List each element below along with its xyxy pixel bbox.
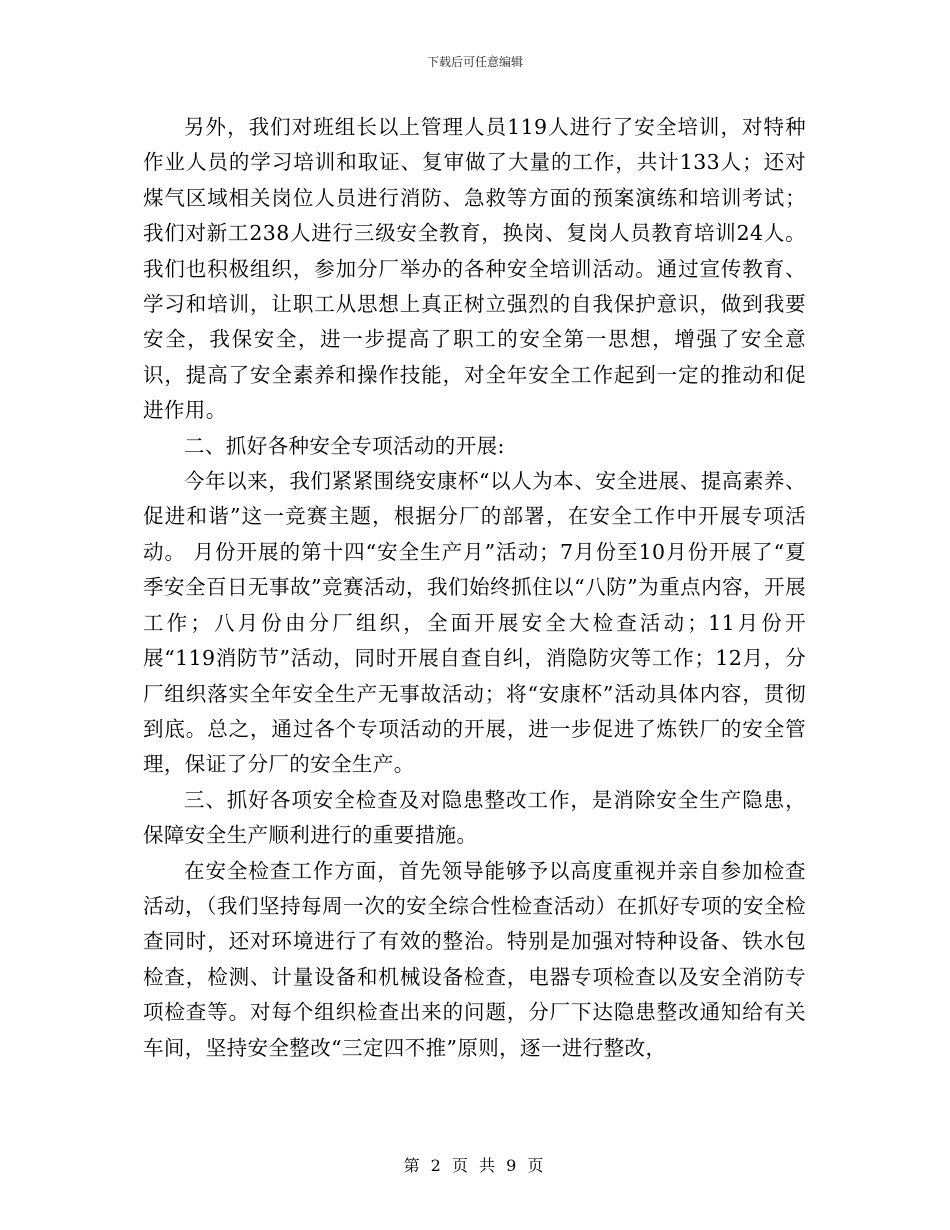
- section-heading-special-activities: 二、抓好各种安全专项活动的开展:: [184, 433, 505, 458]
- document-body: [143, 110, 806, 1066]
- page-header: 下载后可任意编辑: [426, 55, 523, 69]
- section-heading-safety-inspection: 三、抓好各项安全检查及对隐患整改工作，是消除安全生产隐患，保障安全生产顺利进行的重要措施。: [143, 787, 806, 848]
- paragraph-safety-inspection: 在安全检查工作方面，首先领导能够予以高度重视并亲自参加检查活动，（我们坚持每周一次的安全综合性检查活动）在抓好专项的安全检查同时，还对环境进行了有效的整治。特别是加强对特种设备、铁水包检查，检测、计量设备和机械设备检查，电器专项检查以及安全消防专项检查等。对每个组织检查出来的问题，分厂下达隐患整改通知给有关车间，坚持安全整改“三定四不推”原则，逐一进行整改，: [143, 858, 806, 1060]
- paragraph-training: 另外，我们对班组长以上管理人员119人进行了安全培训，对特种作业人员的学习培训和取证、复审做了大量的工作，共计133人；还对煤气区域相关岗位人员进行消防、急救等方面的预案演练和培训考试；我们对新工238人进行三级安全教育，换岗、复岗人员教育培训24人。我们也积极组织，参加分厂举办的各种安全培训活动。通过宣传教育、学习和培训，让职工从思想上真正树立强烈的自我保护意识，做到我要安全，我保安全，进一步提高了职工的安全第一思想，增强了安全意识，提高了安全素养和操作技能，对全年安全工作起到一定的推动和促进作用。: [143, 115, 806, 423]
- paragraph-special-activities: 今年以来，我们紧紧围绕安康杯“以人为本、安全进展、提高素养、促进和谐”这一竞赛主题，根据分厂的部署，在安全工作中开展专项活动。 月份开展的第十四“安全生产月”活动；7月份至10月份开展了“夏季安全百日无事故”竞赛活动，我们始终抓住以“八防”为重点内容，开展工作；八月份由分厂组织，全面开展安全大检查活动；11月份开展“119消防节”活动，同时开展自查自纠，消隐防灾等工作；12月，分厂组织落实全年安全生产无事故活动；将“安康杯”活动具体内容，贯彻到底。总之，通过各个专项活动的开展，进一步促进了炼铁厂的安全管理，保证了分厂的安全生产。: [143, 469, 806, 777]
- page-number-footer: 第 2 页 共 9 页: [403, 1156, 547, 1175]
